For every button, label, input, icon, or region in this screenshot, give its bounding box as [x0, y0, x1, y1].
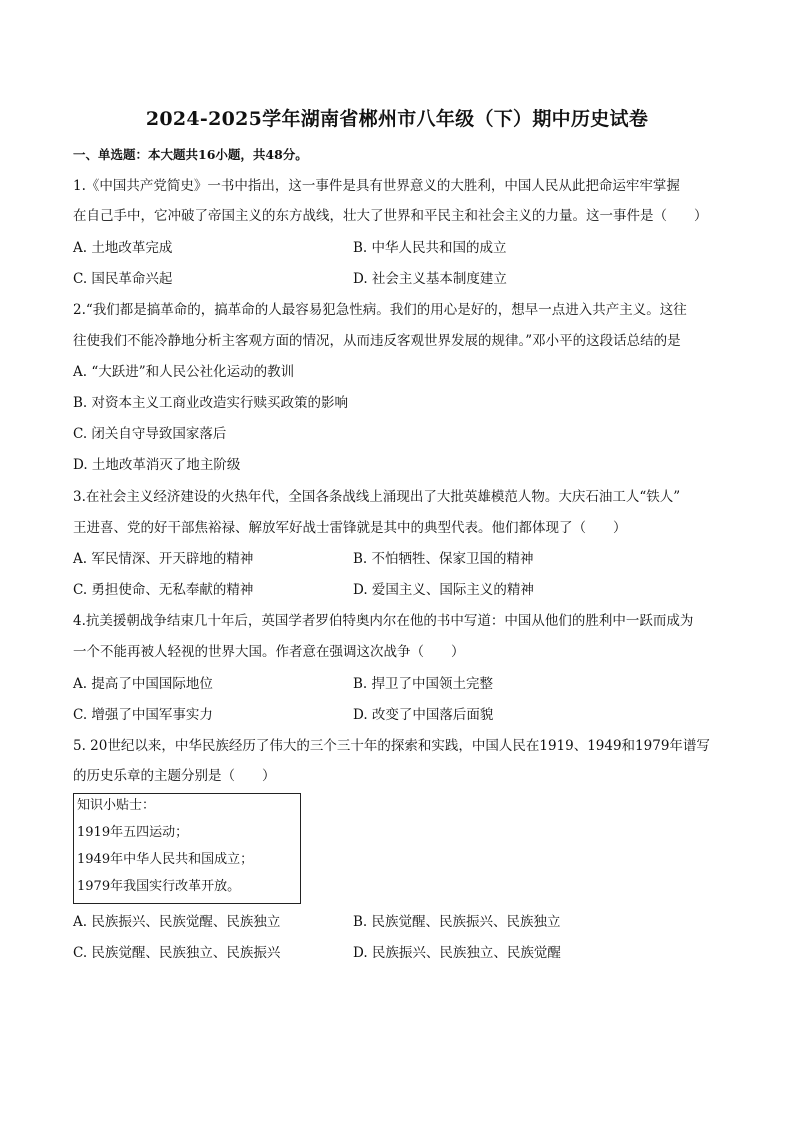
exam-title: 2024-2025学年湖南省郴州市八年级（下）期中历史试卷 — [145, 108, 649, 130]
q4-option-c: C. 增强了中国军事实力 — [73, 707, 213, 723]
q3-option-b: B. 不怕牺牲、保家卫国的精神 — [353, 551, 534, 567]
q2-option-b: B. 对资本主义工商业改造实行赎买政策的影响 — [73, 395, 349, 411]
q5-option-a: A. 民族振兴、民族觉醒、民族独立 — [73, 914, 281, 930]
q2-option-d: D. 土地改革消灭了地主阶级 — [73, 457, 241, 473]
tip-line-1979: 1979年我国实行改革开放。 — [77, 879, 241, 894]
tip-title: 知识小贴士： — [77, 798, 156, 813]
q4-stem-line1: 4.抗美援朝战争结束几十年后，英国学者罗伯特奥内尔在他的书中写道：中国从他们的胜利中一跃而成为 — [73, 613, 694, 629]
q1-stem-line2: 在自己手中，它冲破了帝国主义的东方战线，壮大了世界和平民主和社会主义的力量。这一事件是（ ） — [73, 208, 708, 224]
q1-option-c: C. 国民革命兴起 — [73, 271, 173, 287]
q4-stem-line2: 一个不能再被人轻视的世界大国。作者意在强调这次战争（ ） — [73, 644, 465, 660]
q1-option-a: A. 土地改革完成 — [73, 240, 173, 256]
q2-stem-line2: 往使我们不能冷静地分析主客观方面的情况，从而违反客观世界发展的规律。”邓小平的这段话总结的是 — [73, 333, 681, 349]
knowledge-tip-box — [73, 793, 301, 904]
q3-option-a: A. 军民情深、开天辟地的精神 — [73, 551, 254, 567]
q5-option-d: D. 民族振兴、民族独立、民族觉醒 — [353, 945, 561, 961]
q2-option-a: A. “大跃进”和人民公社化运动的教训 — [73, 364, 295, 380]
q3-stem-line2: 王进喜、党的好干部焦裕禄、解放军好战士雷锋就是其中的典型代表。他们都体现了（ ） — [73, 520, 627, 536]
q3-stem-line1: 3.在社会主义经济建设的火热年代，全国各条战线上涌现出了大批英雄模范人物。大庆石油工人“铁人” — [73, 489, 681, 505]
q4-option-b: B. 捍卫了中国领土完整 — [353, 676, 494, 692]
q1-option-b: B. 中华人民共和国的成立 — [353, 240, 507, 256]
q3-option-d: D. 爱国主义、国际主义的精神 — [353, 582, 534, 598]
q4-option-a: A. 提高了中国国际地位 — [73, 676, 213, 692]
q2-stem-line1: 2.“我们都是搞革命的，搞革命的人最容易犯急性病。我们的用心是好的，想早一点进入共产主义。这往 — [73, 302, 687, 318]
tip-line-1919: 1919年五四运动； — [77, 825, 189, 840]
q5-stem-line2: 的历史乐章的主题分别是（ ） — [73, 768, 276, 784]
q4-option-d: D. 改变了中国落后面貌 — [353, 707, 494, 723]
q2-option-c: C. 闭关自守导致国家落后 — [73, 426, 227, 442]
q1-stem-line1: 1.《中国共产党简史》一书中指出，这一事件是具有世界意义的大胜利，中国人民从此把命运牢牢掌握 — [73, 178, 680, 194]
q1-option-d: D. 社会主义基本制度建立 — [353, 271, 507, 287]
q5-stem-line1: 5. 20世纪以来，中华民族经历了伟大的三个三十年的探索和实践，中国人民在1919、1949和1979年谱写 — [73, 738, 710, 754]
q5-option-c: C. 民族觉醒、民族独立、民族振兴 — [73, 945, 281, 961]
q3-option-c: C. 勇担使命、无私奉献的精神 — [73, 582, 254, 598]
tip-line-1949: 1949年中华人民共和国成立； — [77, 852, 254, 867]
section-heading: 一、单选题：本大题共16小题，共48分。 — [73, 147, 308, 162]
q5-option-b: B. 民族觉醒、民族振兴、民族独立 — [353, 914, 561, 930]
